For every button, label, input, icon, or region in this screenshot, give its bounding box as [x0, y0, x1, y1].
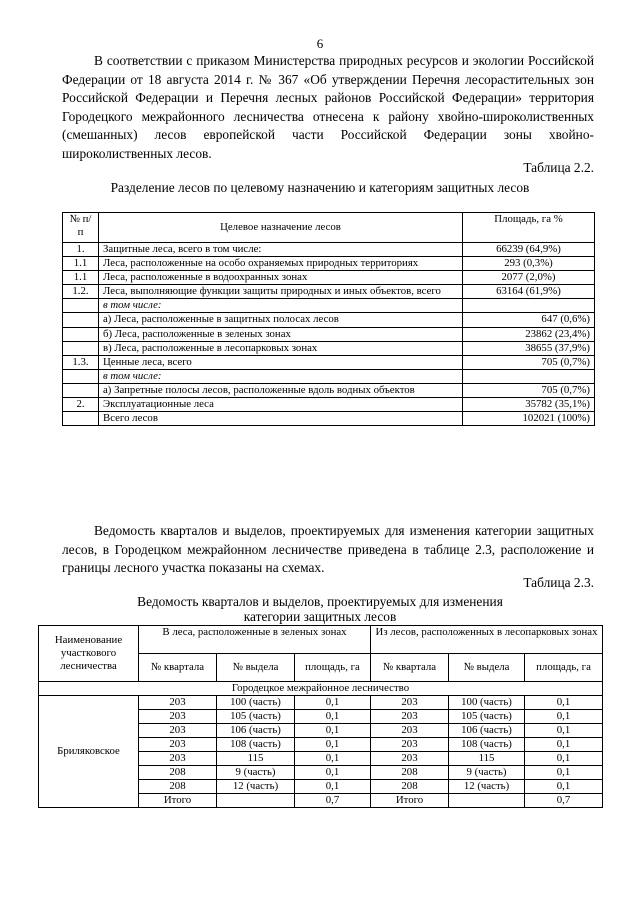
cell-kvartal: 208	[371, 780, 449, 794]
cell-area: 0,1	[295, 724, 371, 738]
intro-text: В соответствии с приказом Министерства природных ресурсов и экологии Российской Федерации от 18 августа 2014 г. № 367 «Об утверждении Перечня лесорастительных зон Российской Федерации и Перечня лесных районов Российской Федерации» территория Городецкого межрайонного лесничества отнесена к району хвойно-широколиственных (смешанных) лесов европейской части Российской Федерации зоны хвойно-широколиственных лесов.	[62, 53, 594, 161]
cell-purpose: Ценные леса, всего	[99, 355, 463, 369]
cell-area: 63164 (61,9%)	[463, 285, 595, 299]
cell-purpose: Леса, выполняющие функции защиты природных и иных объектов, всего	[99, 285, 463, 299]
cell-vydel: 12 (часть)	[217, 780, 295, 794]
cell-num	[63, 383, 99, 397]
cell-kvartal: 203	[371, 710, 449, 724]
table-row	[63, 313, 595, 327]
cell-vydel: 105 (часть)	[449, 710, 525, 724]
cell-empty	[217, 794, 295, 808]
header-kvartal: № квартала	[371, 654, 449, 682]
cell-vydel: 115	[217, 752, 295, 766]
cell-num	[63, 327, 99, 341]
district-name: Бриляковское	[39, 696, 139, 808]
cell-area: 23862 (23,4%)	[463, 327, 595, 341]
cell-empty	[449, 794, 525, 808]
cell-area: 0,1	[525, 710, 603, 724]
cell-area: 0,1	[295, 766, 371, 780]
cell-kvartal: 203	[371, 752, 449, 766]
quarters-table	[38, 625, 603, 808]
cell-vydel: 12 (часть)	[449, 780, 525, 794]
header-kvartal: № квартала	[139, 654, 217, 682]
header-vydel: № выдела	[449, 654, 525, 682]
cell-area: 0,1	[295, 696, 371, 710]
cell-area: 705 (0,7%)	[463, 355, 595, 369]
cell-purpose: б) Леса, расположенные в зеленых зонах	[99, 327, 463, 341]
cell-purpose: а) Леса, расположенные в защитных полосах лесов	[99, 313, 463, 327]
total-label: Итого	[139, 794, 217, 808]
section-title: Городецкое межрайонное лесничество	[39, 682, 603, 696]
cell-purpose: Всего лесов	[99, 412, 463, 426]
cell-num	[63, 369, 99, 383]
header-park-zones: Из лесов, расположенных в лесопарковых зонах	[371, 626, 603, 654]
cell-area: 0,1	[295, 780, 371, 794]
cell-area: 0,1	[295, 710, 371, 724]
header-num: № п/п	[63, 213, 99, 243]
page-number: 6	[316, 36, 324, 51]
cell-num: 1.	[63, 243, 99, 257]
header-area: площадь, га	[525, 654, 603, 682]
cell-purpose: Леса, расположенные на особо охраняемых природных территориях	[99, 257, 463, 271]
cell-num: 1.1	[63, 257, 99, 271]
cell-num: 1.2.	[63, 285, 99, 299]
table-row	[63, 271, 595, 285]
cell-num	[63, 341, 99, 355]
cell-area: 2077 (2,0%)	[463, 271, 595, 285]
cell-kvartal: 208	[139, 780, 217, 794]
cell-area: 705 (0,7%)	[463, 383, 595, 397]
table-row	[39, 696, 603, 710]
cell-purpose: а) Запретные полосы лесов, расположенные вдоль водных объектов	[99, 383, 463, 397]
table-row	[63, 327, 595, 341]
cell-purpose: Эксплуатационные леса	[99, 398, 463, 412]
table-row	[63, 243, 595, 257]
cell-kvartal: 208	[371, 766, 449, 780]
cell-area: 293 (0,3%)	[463, 257, 595, 271]
table-row	[63, 299, 595, 313]
cell-area: 0,1	[525, 696, 603, 710]
forest-purpose-table	[62, 212, 595, 426]
section-row	[39, 682, 603, 696]
table-2-2-label: Таблица 2.2.	[523, 160, 594, 175]
table-row	[63, 383, 595, 397]
cell-vydel: 100 (часть)	[217, 696, 295, 710]
cell-vydel: 108 (часть)	[449, 738, 525, 752]
cell-area: 0,1	[525, 766, 603, 780]
intro-paragraph	[62, 52, 594, 164]
table-row	[63, 369, 595, 383]
cell-area: 0,1	[295, 752, 371, 766]
cell-num: 2.	[63, 398, 99, 412]
cell-vydel: 106 (часть)	[217, 724, 295, 738]
cell-kvartal: 203	[139, 752, 217, 766]
cell-num	[63, 412, 99, 426]
table-header-row	[39, 626, 603, 654]
table-row	[63, 341, 595, 355]
cell-num: 1.3.	[63, 355, 99, 369]
cell-kvartal: 203	[139, 724, 217, 738]
header-area: Площадь, га %	[463, 213, 595, 243]
cell-vydel: 115	[449, 752, 525, 766]
cell-area	[463, 299, 595, 313]
cell-kvartal: 203	[139, 710, 217, 724]
cell-area: 647 (0,6%)	[463, 313, 595, 327]
header-vydel: № выдела	[217, 654, 295, 682]
cell-kvartal: 203	[371, 738, 449, 752]
cell-num: 1.1	[63, 271, 99, 285]
cell-purpose: Леса, расположенные в водоохранных зонах	[99, 271, 463, 285]
table-2-3-caption: Ведомость кварталов и выделов, проектируемых для изменения категории защитных лесов	[137, 594, 503, 624]
cell-area: 102021 (100%)	[463, 412, 595, 426]
cell-area: 38655 (37,9%)	[463, 341, 595, 355]
cell-area: 0,1	[525, 724, 603, 738]
table-row	[63, 398, 595, 412]
total-area: 0,7	[525, 794, 603, 808]
cell-num	[63, 299, 99, 313]
cell-purpose: в том числе:	[99, 299, 463, 313]
cell-vydel: 9 (часть)	[449, 766, 525, 780]
cell-vydel: 105 (часть)	[217, 710, 295, 724]
cell-area: 0,1	[525, 738, 603, 752]
cell-area	[463, 369, 595, 383]
cell-area: 0,1	[525, 780, 603, 794]
header-area: площадь, га	[295, 654, 371, 682]
table-row	[63, 355, 595, 369]
table-2-2-caption: Разделение лесов по целевому назначению и категориям защитных лесов	[110, 180, 530, 195]
cell-purpose: в) Леса, расположенные в лесопарковых зонах	[99, 341, 463, 355]
cell-kvartal: 203	[371, 696, 449, 710]
header-district: Наименование участкового лесничества	[39, 626, 139, 682]
cell-area: 35782 (35,1%)	[463, 398, 595, 412]
table-row	[63, 412, 595, 426]
table-2-3-label: Таблица 2.3.	[523, 575, 594, 590]
cell-purpose: Защитные леса, всего в том числе:	[99, 243, 463, 257]
table-row	[63, 257, 595, 271]
cell-area: 0,1	[525, 752, 603, 766]
cell-vydel: 108 (часть)	[217, 738, 295, 752]
cell-kvartal: 208	[139, 766, 217, 780]
table-header-row	[63, 213, 595, 243]
middle-text: Ведомость кварталов и выделов, проектируемых для изменения категории защитных лесов, в Городецком межрайонном лесничестве приведена в таблице 2.3, расположение и границы лесного участка показаны на схемах.	[62, 523, 594, 576]
cell-kvartal: 203	[371, 724, 449, 738]
total-area: 0,7	[295, 794, 371, 808]
cell-kvartal: 203	[139, 738, 217, 752]
table-row	[63, 285, 595, 299]
cell-num	[63, 313, 99, 327]
total-label: Итого	[371, 794, 449, 808]
cell-area: 66239 (64,9%)	[463, 243, 595, 257]
header-purpose: Целевое назначение лесов	[99, 213, 463, 243]
cell-vydel: 106 (часть)	[449, 724, 525, 738]
header-green-zones: В леса, расположенные в зеленых зонах	[139, 626, 371, 654]
cell-vydel: 100 (часть)	[449, 696, 525, 710]
cell-kvartal: 203	[139, 696, 217, 710]
cell-purpose: в том числе:	[99, 369, 463, 383]
middle-paragraph	[62, 522, 594, 578]
cell-vydel: 9 (часть)	[217, 766, 295, 780]
cell-area: 0,1	[295, 738, 371, 752]
